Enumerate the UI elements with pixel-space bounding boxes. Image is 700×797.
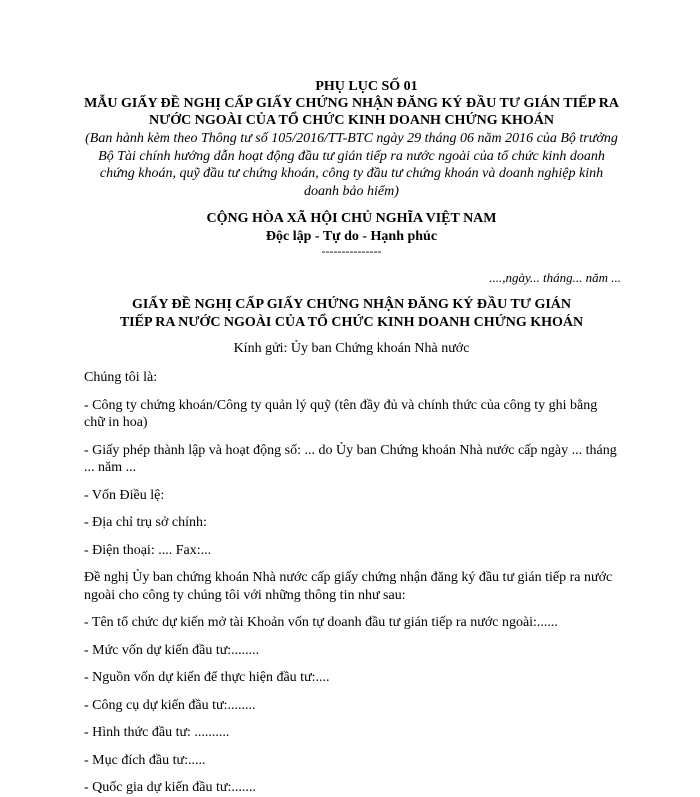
paragraph-target-country: - Quốc gia dự kiến đầu tư:....... bbox=[84, 780, 256, 795]
form-title-line-1: MẪU GIẤY ĐỀ NGHỊ CẤP GIẤY CHỨNG NHẬN ĐĂNG KÝ ĐẦU TƯ GIÁN TIẾP RA bbox=[84, 96, 619, 111]
paragraph-investment-form: - Hình thức đầu tư: .......... bbox=[84, 725, 230, 740]
date-line: ....,ngày... tháng... năm ... bbox=[489, 270, 621, 285]
addressee: Kính gửi: Ủy ban Chứng khoán Nhà nước bbox=[233, 341, 470, 356]
paragraph-intro: Chúng tôi là: bbox=[84, 370, 158, 385]
document-title-line-2: TIẾP RA NƯỚC NGOÀI CỦA TỔ CHỨC KINH DOANH CHỨNG KHOÁN bbox=[119, 315, 584, 330]
motto-divider: --------------- bbox=[321, 244, 382, 258]
paragraph-phone-fax: - Điện thoại: .... Fax:... bbox=[84, 542, 212, 558]
document-title-line-1: GIẤY ĐỀ NGHỊ CẤP GIẤY CHỨNG NHẬN ĐĂNG KÝ ĐẦU TƯ GIÁN bbox=[131, 297, 572, 312]
paragraph-investment-amount: - Mức vốn dự kiến đầu tư:........ bbox=[84, 642, 260, 658]
issued-note: (Ban hành kèm theo Thông tư số 105/2016/TT-BTC ngày 29 tháng 06 năm 2016 của Bộ trưởng Bộ Tài chính hướng dẫn hoạt động đầu tư gián tiếp ra nước ngoài của tổ chức kinh doanh chứng khoán, quỹ đầu tư chứng khoán, công ty đầu tư chứng khoán và doanh nghiệp kinh doanh bảo hiểm) bbox=[85, 131, 618, 199]
document-page bbox=[84, 78, 619, 797]
paragraph-capital-source: - Nguồn vốn dự kiến để thực hiện đầu tư:.... bbox=[84, 670, 330, 685]
paragraph-purpose: - Mục đích đầu tư:..... bbox=[84, 752, 206, 768]
paragraph-request: Đề nghị Ủy ban chứng khoán Nhà nước cấp giấy chứng nhận đăng ký đầu tư gián tiếp ra nước ngoài cho công ty chúng tôi với những thông tin như sau: bbox=[84, 570, 613, 603]
national-motto: Độc lập - Tự do - Hạnh phúc bbox=[265, 229, 438, 244]
form-title-line-2: NƯỚC NGOÀI CỦA TỔ CHỨC KINH DOANH CHỨNG KHOÁN bbox=[149, 113, 554, 128]
nation-heading: CỘNG HÒA XÃ HỘI CHỦ NGHĨA VIỆT NAM bbox=[206, 211, 497, 226]
appendix-label: PHỤ LỤC SỐ 01 bbox=[315, 79, 418, 94]
paragraph-charter-capital: - Vốn Điều lệ: bbox=[84, 487, 165, 503]
paragraph-account-org: - Tên tổ chức dự kiến mở tài Khoản vốn tự doanh đầu tư gián tiếp ra nước ngoài:...... bbox=[84, 615, 558, 630]
paragraph-license: - Giấy phép thành lập và hoạt động số: ... do Ủy ban Chứng khoán Nhà nước cấp ngày ... tháng ... năm ... bbox=[84, 442, 617, 475]
paragraph-head-office: - Địa chỉ trụ sở chính: bbox=[84, 515, 207, 530]
paragraph-instruments: - Công cụ dự kiến đầu tư:........ bbox=[84, 697, 256, 713]
paragraph-company-name: - Công ty chứng khoán/Công ty quản lý quỹ (tên đầy đủ và chính thức của công ty ghi bằng chữ in hoa) bbox=[84, 397, 598, 430]
